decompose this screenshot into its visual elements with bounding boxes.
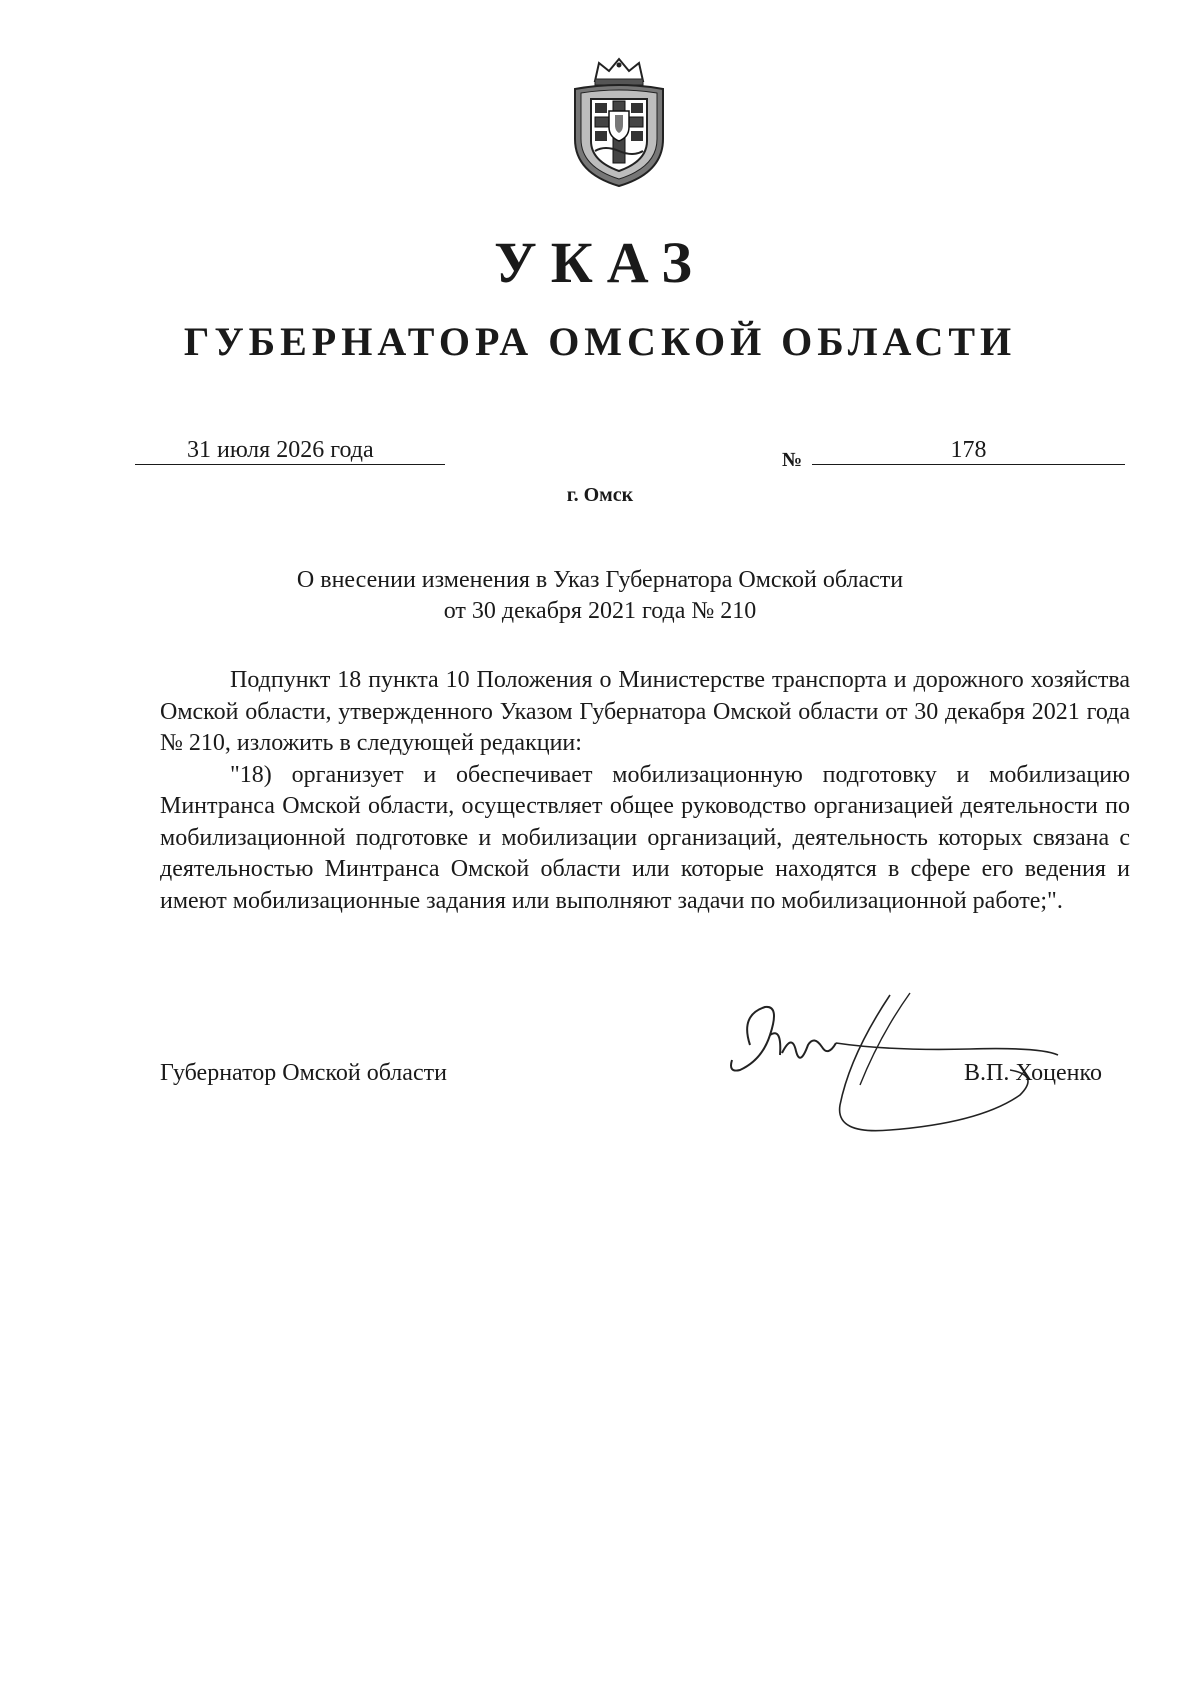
signer-name: В.П. Хоценко [964,1060,1102,1086]
document-subtitle: ГУБЕРНАТОРА ОМСКОЙ ОБЛАСТИ [183,319,1017,364]
body-paragraph-1: Подпункт 18 пункта 10 Положения о Министерстве транспорта и дорожного хозяйства Омской области, утвержденного Указом Губернатора Омской области от 30 декабря 2021 года № 210, изложить в следующей редакции: [160,667,1130,756]
body-paragraph-2: "18) организует и обеспечивает мобилизационную подготовку и мобилизацию Минтранса Омской области, осуществляет общее руководство организацией деятельности по мобилизационной подготовке и мобилизации организаций, деятельность которых связана с деятельностью Минтранса Омской области или которые находятся в сфере его ведения и имеют мобилизационные задания или выполняют задачи по мобилизационной работе;". [160,761,1130,914]
coat-of-arms-icon [565,55,673,190]
number-sign: № [782,449,803,471]
decree-date: 31 июля 2026 года [135,436,445,465]
subject-line-2: от 30 декабря 2021 года № 210 [443,598,757,624]
document-title: УКАЗ [494,230,706,295]
decree-subject [0,565,1200,627]
place-of-issue: г. Омск [566,484,634,506]
signer-role: Губернатор Омской области [160,1060,447,1086]
subject-line-1: О внесении изменения в Указ Губернатора Омской области [296,567,904,593]
decree-body [160,665,1130,917]
decree-number: 178 [812,436,1125,465]
